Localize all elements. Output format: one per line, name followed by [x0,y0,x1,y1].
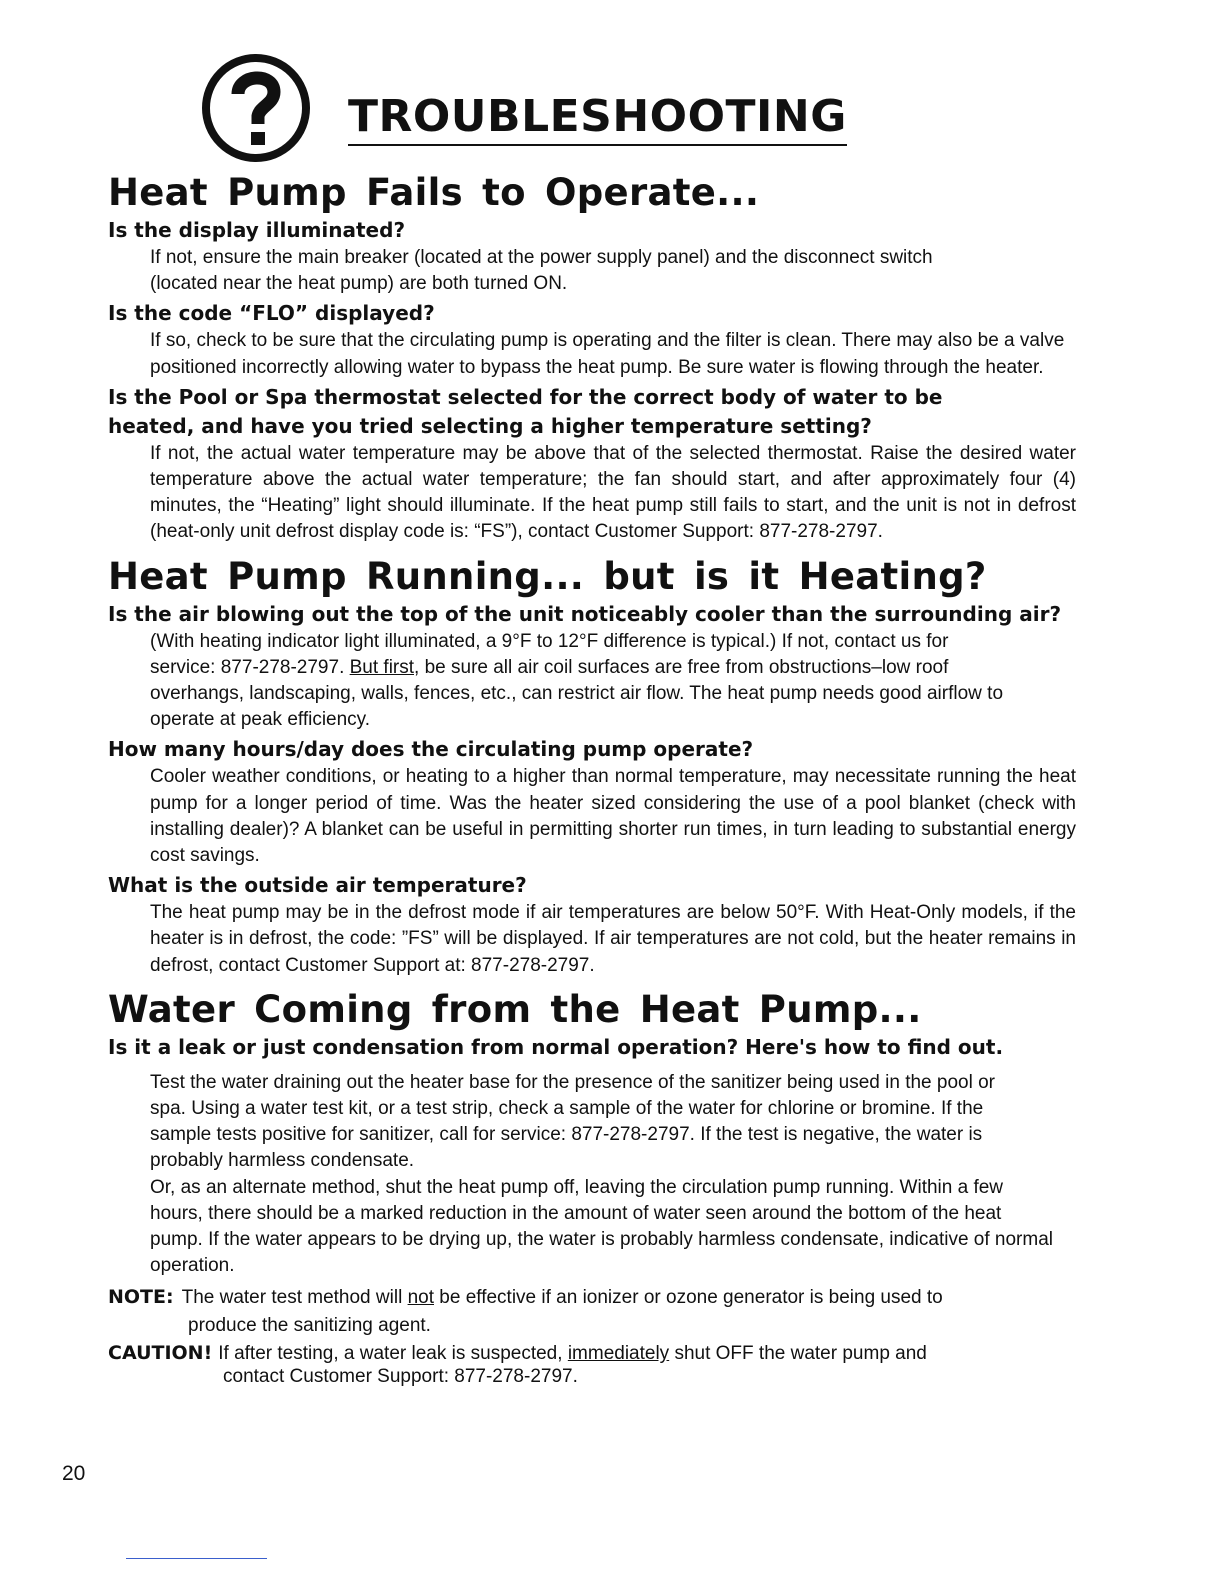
caution-text: contact Customer Support: 877-278-2797. [223,1366,578,1388]
caution-block [108,1342,1128,1388]
emphasis-text: not [407,1287,434,1309]
note-text: be effective if an ionizer or ozone generator is being used to [434,1287,943,1309]
question-heading: Is the code “FLO” displayed? [108,301,435,326]
question-heading: Is the display illuminated? [108,218,406,242]
question-mark-circle-icon [200,52,312,164]
answer-line: probably harmless condensate. [150,1150,415,1172]
caution-text: If after testing, a water leak is suspected, [218,1343,568,1365]
section-heading: Heat Pump Fails to Operate... [108,171,760,214]
answer-line: (With heating indicator light illuminated, a 9°F to 12°F difference is typical.) If not, contact us for [150,630,949,652]
note-text: The water test method will [181,1287,408,1309]
answer-line: spa. Using a water test kit, or a test strip, check a sample of the water for chlorine or bromine. If the [150,1098,984,1120]
answer-text-part: service: 877-278-2797. [150,656,350,678]
answer-line: pump. If the water appears to be drying up, the water is probably harmless condensate, indicative of normal [150,1229,1053,1251]
answer-text [150,1070,1110,1280]
answer-line: If not, ensure the main breaker (located at the power supply panel) and the disconnect switch [150,247,933,268]
answer-text: If not, the actual water temperature may be above that of the selected thermostat. Raise the desired water temperature above the actual water temperature; the fan should start, and after approximately four (4) minutes, the “Heating” light should illuminate. If the heat pump still fails to start, and the unit is not in defrost (heat-only unit defrost display code is: “FS”), contact Customer Support: 877-278-2797. [150,442,1076,543]
caution-text: shut OFF the water pump and [669,1343,927,1365]
answer-line: hours, there should be a marked reduction in the amount of water seen around the bottom of the heat [150,1202,1002,1224]
answer-text [150,245,1076,297]
page-header [200,52,960,164]
question-heading: Is the air blowing out the top of the unit noticeably cooler than the surrounding air? [108,601,1062,626]
troubleshooting-content [108,170,1128,1388]
note-label: NOTE: [108,1286,174,1309]
answer-text: Cooler weather conditions, or heating to a higher than normal temperature, may necessitate running the heat pump for a longer period of time. Was the heater sized considering the use of a pool blanket (check with installing dealer)? A blanket can be useful in permitting shorter run times, in turn leading to substantial energy cost savings. [150,766,1076,867]
note-text: produce the sanitizing agent. [188,1315,431,1337]
answer-line [150,655,1076,681]
question-heading: What is the outside air temperature? [108,873,527,898]
answer-line: operate at peak efficiency. [150,709,371,731]
answer-line: Or, as an alternate method, shut the heat pump off, leaving the circulation pump running. Within a few [150,1176,1004,1198]
caution-label: CAUTION! [108,1342,213,1365]
note-block [108,1283,1128,1340]
answer-line: (located near the heat pump) are both turned ON. [150,273,568,295]
emphasis-text: But first, [349,656,420,678]
answer-text-part: be sure all air coil surfaces are free from obstructions–low roof [419,656,949,678]
page-number: 20 [62,1462,86,1485]
question-heading: How many hours/day does the circulating pump operate? [108,737,754,762]
question-heading: Is the Pool or Spa thermostat selected for the correct body of water to be heated, and have you tried selecting a higher temperature setting? [108,384,943,438]
answer-line: sample tests positive for sanitizer, call for service: 877-278-2797. If the test is negative, the water is [150,1124,983,1146]
answer-line: overhangs, landscaping, walls, fences, etc., can restrict air flow. The heat pump needs good airflow to [150,683,1004,705]
footer-divider [126,1558,267,1559]
section-heading: Heat Pump Running... but is it Heating? [108,554,987,598]
section-heading: Water Coming from the Heat Pump... [108,987,922,1031]
page-title: TROUBLESHOOTING [348,92,847,146]
emphasis-text: immediately [567,1343,670,1365]
question-heading: Is it a leak or just condensation from normal operation? Here's how to find out. [108,1034,1004,1059]
answer-line: Test the water draining out the heater base for the presence of the sanitizer being used in the pool or [150,1071,995,1093]
answer-text [150,629,1076,734]
answer-line: operation. [150,1255,235,1277]
answer-text: If so, check to be sure that the circulating pump is operating and the filter is clean. There may also be a valve positioned incorrectly allowing water to bypass the heat pump. Be sure water is flowing through the heater. [150,330,1065,378]
answer-text: The heat pump may be in the defrost mode if air temperatures are below 50°F. With Heat-Only models, if the heater is in defrost, the code: ”FS” will be displayed. If air temperatures are not cold, but the heater remains in defrost, contact Customer Support at: 877-278-2797. [150,902,1076,976]
